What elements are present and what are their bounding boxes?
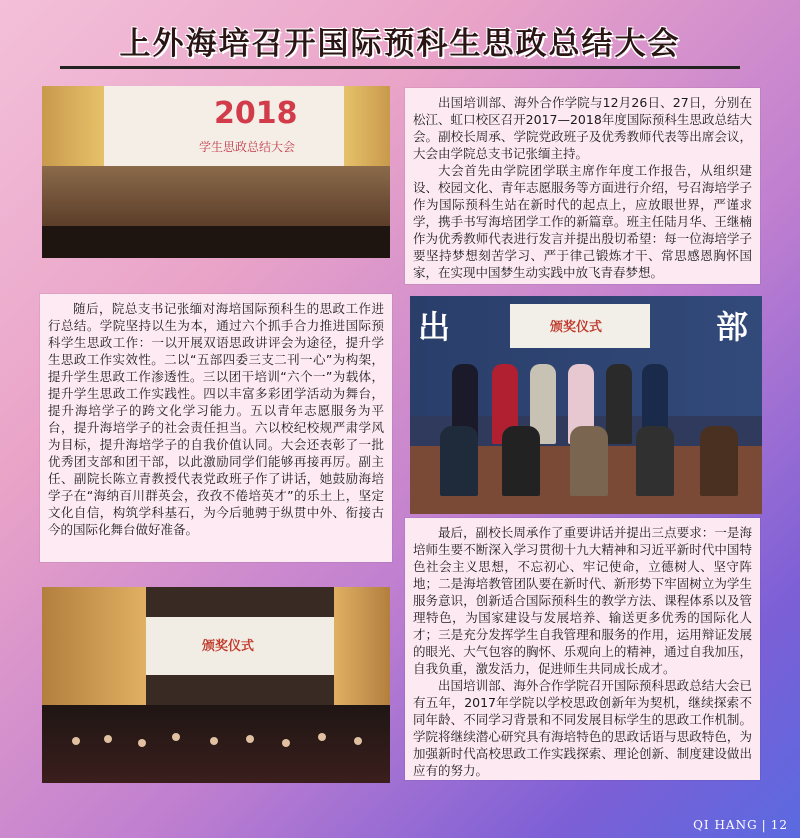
person-head (104, 735, 112, 743)
projection-screen (104, 86, 344, 166)
paragraph: 大会首先由学院团学联主席作年度工作报告，从组织建设、校园文化、青年志愿服务等方面进行介绍，号召海培学子作为国际预科生站在新时代的起点上，应放眼世界，严谨求学，携手书写海培团学工作的新篇章。班主任陆月华、王继楠作为优秀教师代表进行发言并提出殷切希望：每一位海培学子要坚持梦想刻苦学习、严于律己锻炼才干、常思感恩胸怀国家，在实现中国梦生动实践中放飞青春梦想。 (413, 163, 752, 280)
person-head (210, 737, 218, 745)
curtain-left (42, 587, 146, 707)
article-block-intro (405, 88, 760, 284)
wall-character-right: 部 (715, 308, 748, 346)
article-block-summary (40, 294, 392, 562)
paragraph: 最后，副校长周承作了重要讲话并提出三点要求：一是海培师生要不断深入学习贯彻十九大精神和习近平新时代中国特色社会主义思想，不忘初心、牢记使命，立德树人、坚守阵地；二是海培教管团队要在新时代、新形势下牢固树立为学生服务意识，创新适合国际预科生的教学方法、课程体系以及管理特色，为国家建设与发展培养、输送更多优秀的国际化人才；三是充分发挥学生自我管理和服务的作用，运用辩证发展的眼光、大气包容的胸怀、乐观向上的精神，通过自我加压，自我负重，激发活力，促进师生共同成长成才。 (413, 525, 752, 676)
person (440, 426, 478, 496)
head-table (42, 226, 390, 258)
curtain-right (334, 587, 390, 707)
person-head (138, 739, 146, 747)
person-head (282, 739, 290, 747)
person-head (172, 733, 180, 741)
person (502, 426, 540, 496)
person-head (354, 737, 362, 745)
projection-screen (510, 304, 650, 348)
person (700, 426, 738, 496)
person-head (318, 733, 326, 741)
screen-banner: 颁奖仪式 (202, 639, 255, 654)
footer-brand: QI HANG (693, 818, 758, 832)
projection-screen (146, 617, 334, 675)
article-block-closing (405, 518, 760, 780)
footer-separator: | (761, 818, 767, 832)
person-head (246, 735, 254, 743)
page-title: 上外海培召开国际预科生思政总结大会 (119, 26, 681, 62)
photo-award-ceremony (410, 296, 762, 514)
paragraph: 随后，院总支书记张缅对海培国际预科生的思政工作进行总结。学院坚持以生为本，通过六个抓手合力推进国际预科学生思政工作：一以开展双语思政讲评会为途径，提升学生思政工作实效性。二以“五部四委三支二刊一心”为构架，提升学生思政工作渗透性。三以团干培训“六个一”为载体，提升学生思政工作实践性。四以丰富多彩团学活动为舞台，提升海培学子的跨文化学习能力。五以青年志愿服务为平台，提升海培学子的社会责任担当。六以校纪校规严肃学风为目标，提升海培学子的自我价值认同。大会还表彰了一批优秀团支部和团干部，以此激励同学们能够再接再厉。副主任、副院长陈立青教授代表党政班子作了讲话，她鼓励海培学子在“海纳百川群英会，孜孜不倦培英才”的乐土上，坚定文化自信，构筑学科基石，为今后驰骋于纵贯中外、衔接古今的国际化舞台做好准备。 (48, 301, 384, 537)
screen-year: 2018 (214, 96, 298, 131)
page-footer (693, 818, 788, 832)
screen-banner: 颁奖仪式 (550, 320, 603, 335)
person-head (72, 737, 80, 745)
stage-wall (42, 166, 390, 226)
screen-subtitle: 学生思政总结大会 (199, 140, 296, 154)
wall-character-left: 出 (418, 308, 451, 346)
person (606, 364, 632, 444)
person (636, 426, 674, 496)
person (570, 426, 608, 496)
paragraph: 出国培训部、海外合作学院召开国际预科思政总结大会已有五年，2017年学院以学校思政创新年为契机，继续探索不同年龄、不同学习背景和不同发展目标学生的思政工作机制。学院将继续潜心研究具有海培特色的思政话语与思政特色，为加强新时代高校思政工作实践探索、理论创新、制度建设做出应有的努力。 (413, 678, 752, 778)
photo-conference-stage (42, 86, 390, 258)
title-underline (60, 66, 740, 69)
page-number: 12 (770, 818, 788, 832)
paragraph: 出国培训部、海外合作学院与12月26日、27日，分别在松江、虹口校区召开2017—2018年度国际预科生思政总结大会。副校长周承、学院党政班子及优秀教师代表等出席会议，大会由学院总支书记张缅主持。 (413, 95, 752, 161)
photo-award-audience (42, 587, 390, 783)
